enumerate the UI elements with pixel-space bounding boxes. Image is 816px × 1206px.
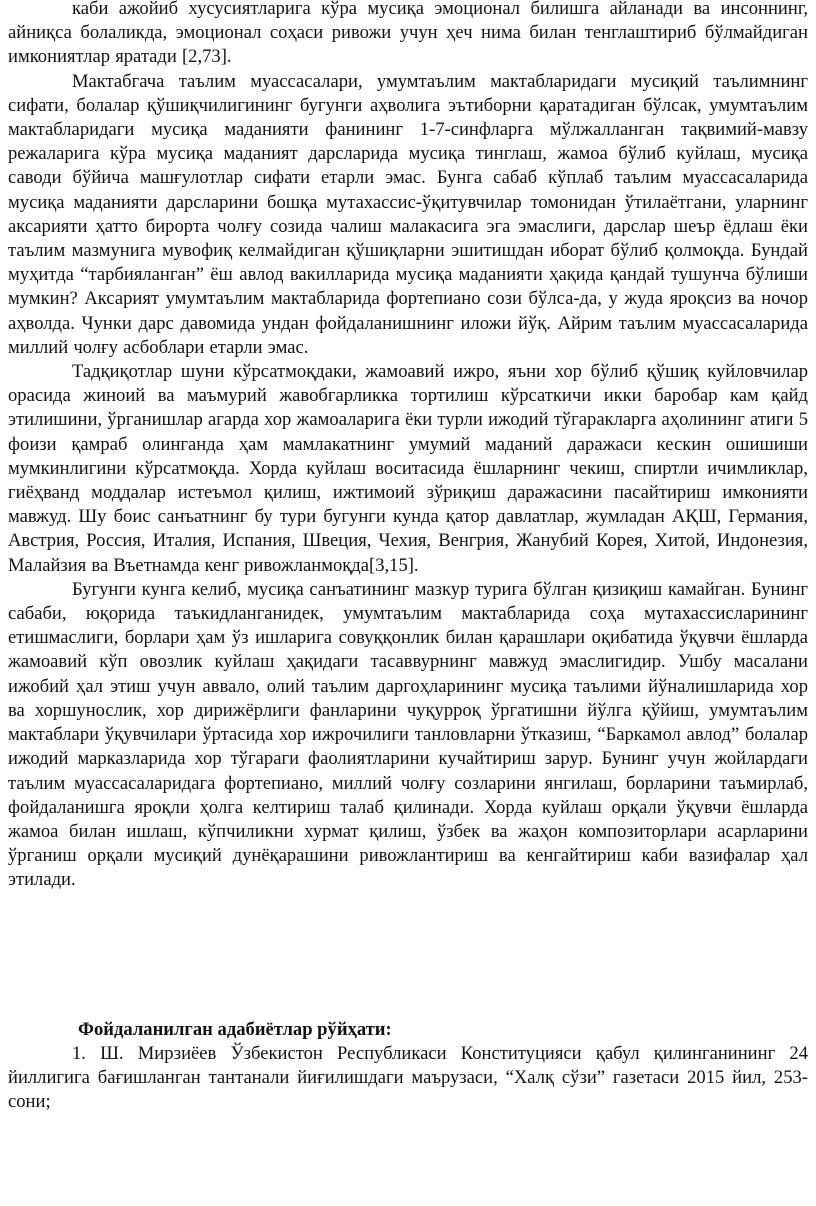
references-heading: Фойдаланилган адабиётлар рўйҳати: (78, 1018, 392, 1040)
reference-item-1: 1. Ш. Мирзиёев Ўзбекистон Республикаси Конституцияси қабул қилинганининг 24 йиллигига бағишланган тантанали йиғилишдаги маърузаси, “Халқ сўзи” газетаси 2015 йил, 253-сони; (8, 1042, 808, 1113)
paragraph-4: Бугунги кунга келиб, мусиқа санъатининг мазкур турига бўлган қизиқиш камайган. Бунинг сабаби, юқорида таъкидланганидек, умумтаълим мактабларида соҳа мутахассисларининг етишмаслиги, борлари ҳам ўз ишларига совуққонлик билан қарашлари оқибатида ўқувчи ёшларда жамоавий кўп овозлик куйлаш ҳақидаги тасаввурнинг мавжуд эмаслигидир. Ушбу масалани ижобий ҳал этиш учун аввало, олий таълим даргоҳларининг мусиқа таълими йўналишларида хор ва хоршунослик, хор дирижёрлиги фанларини чуқурроқ ўргатишни йўлга қўйиш, умумтаълим мактаблари ўқувчилари ўртасида хор ижрочилиги танловларни ўтказиш, “Баркамол авлод” болалар ижодий марказларида хор тўгараги фаолиятларини кучайтириш зарур. Бунинг учун жойлардаги таълим муассасаларидага фортепиано, миллий чолғу созларини янгилаш, борларини таъмирлаб, фойдаланишга яроқли ҳолга келтириш талаб қилинади. Хорда куйлаш орқали ўқувчи ёшларда жамоа билан ишлаш, кўпчиликни хурмат қилиш, ўзбек ва жаҳон композиторлари асарларини ўрганиш орқали мусиқий дунёқарашини ривожлантириш ва кенгайтириш каби вазифалар ҳал этилади. (8, 578, 808, 891)
paragraph-3: Тадқиқотлар шуни кўрсатмоқдаки, жамоавий ижро, яъни хор бўлиб қўшиқ куйловчилар орасида жиноий ва маъмурий жавобгарликка тортилиш кўрсаткичи икки баробар кам қайд этилишини, ўрганишлар агарда хор жамоаларига ёки турли ижодий тўгаракларга аҳолининг атиги 5 фоизи қамраб олинганда ҳам мамлакатнинг умумий маданий даражаси кескин ошишиши мумкинлигини кўрсатмоқда. Хорда куйлаш воситасида ёшларнинг чекиш, спиртли ичимликлар, гиёҳванд моддалар истеъмол қилиш, ижтимоий зўриқиш даражасини пасайтириш имконияти мавжуд. Шу боис санъатнинг бу тури бугунги кунда қатор давлатлар, жумладан АҚШ, Германия, Австрия, Россия, Италия, Испания, Швеция, Чехия, Венгрия, Жанубий Корея, Хитой, Индонезия, Малайзия ва Въетнамда кенг ривожланмоқда[3,15]. (8, 361, 808, 576)
paragraph-2: Мактабгача таълим муассасалари, умумтаълим мактабларидаги мусиқий таълимнинг сифати, болалар қўшиқчилигининг бугунги аҳволига эътиборни қаратадиган бўлсак, умумтаълим мактабларидаги мусиқа маданияти фанининг 1-7-синфларга мўлжалланган тақвимий-мавзу режаларига кўра мусиқа маданият дарсларида мусиқа тинглаш, жамоа бўлиб куйлаш, мусиқа саводи бўйича машғулотлар сифати етарли эмас. Бунга сабаб кўплаб таълим муассасаларида мусиқа маданияти дарсларини бошқа мутахассис-ўқитувчилар томонидан ўтилаётгани, уларнинг аксарияти ҳатто бирорта чолғу созида чалиш малакасига эга эмаслиги, дарслар шеър ёдлаш ёки таълим мазмунига мувофиқ келмайдиган қўшиқларни эшитишдан иборат бўлиб қолмоқда. Бундай муҳитда “тарбияланган” ёш авлод вакилларида мусиқа маданияти ҳақида қандай тушунча бўлиши мумкин? Аксарият умумтаълим мактабларида фортепиано сози бўлса-да, у жуда яроқсиз ва ночор аҳволда. Чунки дарс давомида ундан фойдаланишнинг иложи йўқ. Айрим таълим муассасаларида миллий чолғу асбоблари етарли эмас. (8, 70, 808, 358)
paragraph-1: каби ажойиб хусусиятларига кўра мусиқа эмоционал билишга айланади ва инсоннинг, айниқса болаликда, эмоционал соҳаси ривожи учун ҳеч нима билан тенглаштириб бўлмайдиган имкониятлар яратади [2,73]. (8, 0, 808, 68)
blank-space (8, 893, 808, 1018)
